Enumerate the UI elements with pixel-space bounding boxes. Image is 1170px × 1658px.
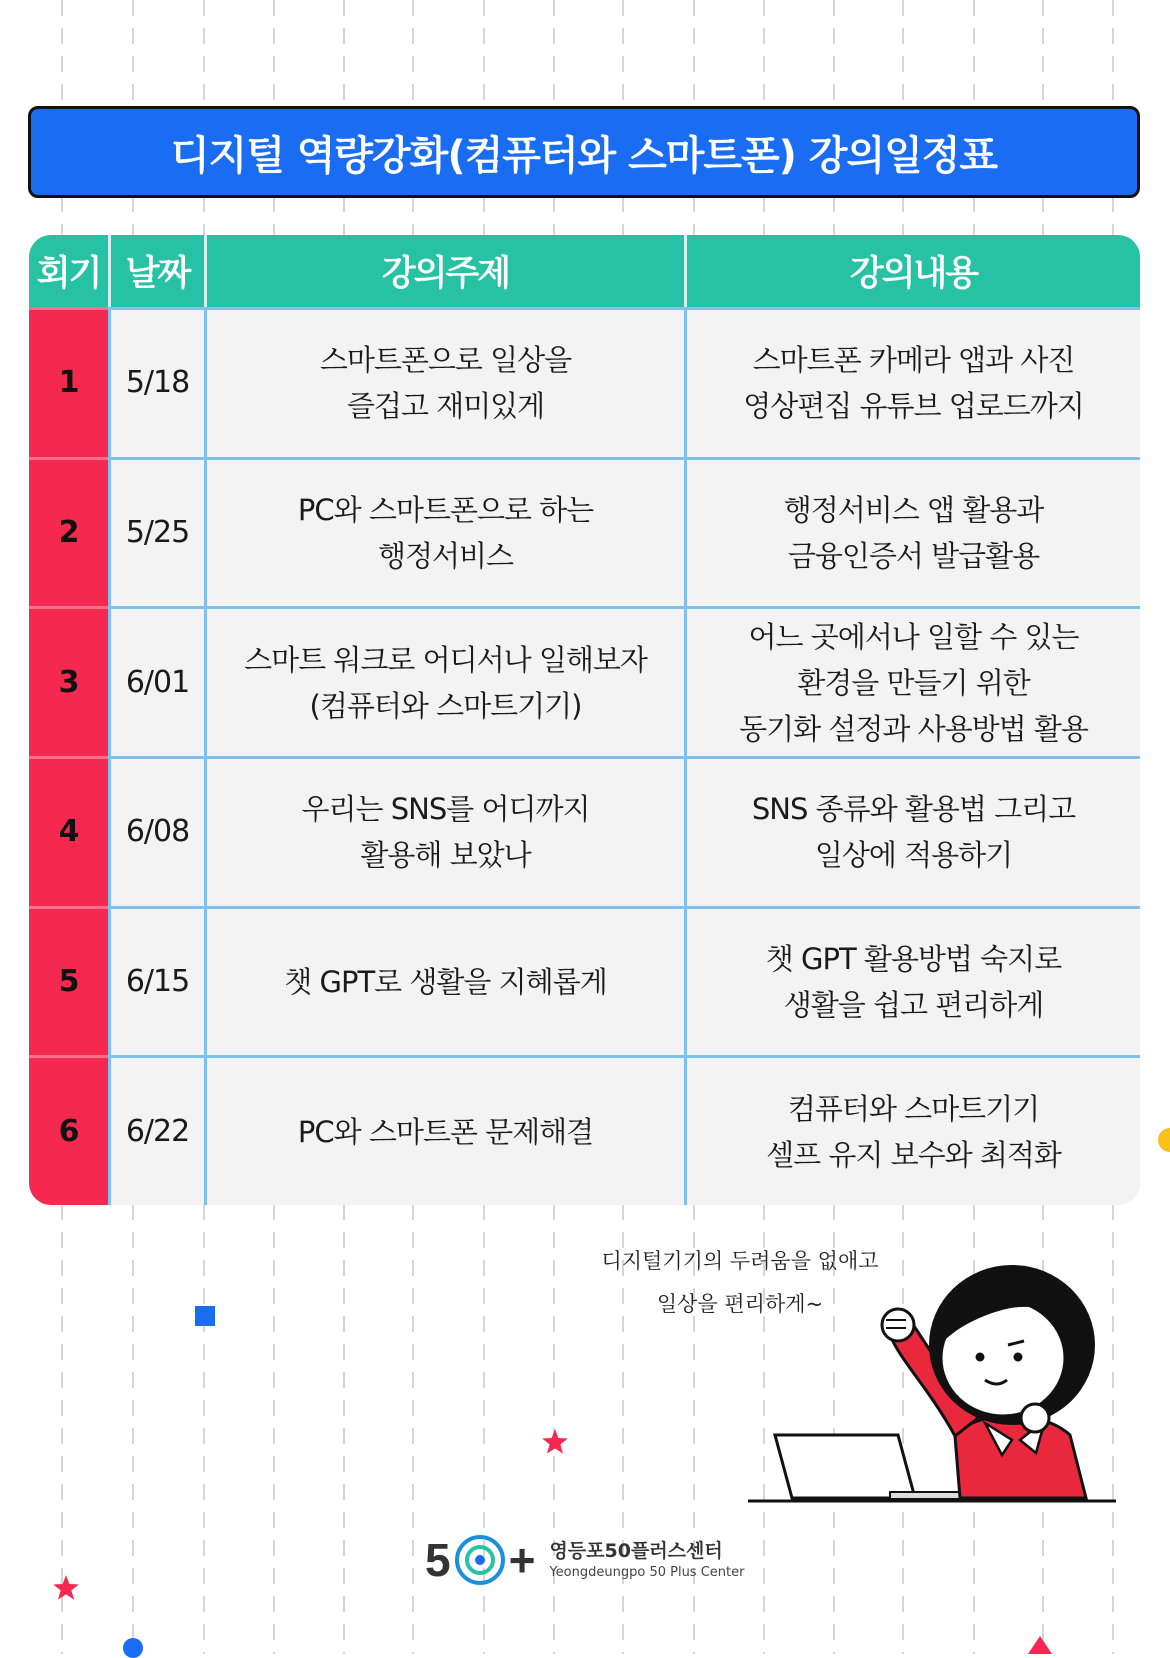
row-4-topic bbox=[204, 756, 684, 906]
row-2-topic bbox=[204, 457, 684, 607]
row-2-content bbox=[684, 457, 1140, 607]
row-1-topic bbox=[204, 307, 684, 457]
row-5-content bbox=[684, 906, 1140, 1056]
row-5-number: 5 bbox=[29, 906, 108, 1056]
logo-name-english: Yeongdeungpo 50 Plus Center bbox=[549, 1565, 745, 1580]
row-1-date: 5/18 bbox=[108, 307, 204, 457]
row-1-content-text: 스마트폰 카메라 앱과 사진 영상편집 유튜브 업로드까지 bbox=[743, 343, 1084, 424]
row-4-number: 4 bbox=[29, 756, 108, 906]
red-triangle-icon bbox=[1028, 1636, 1052, 1654]
row-5-date: 6/15 bbox=[108, 906, 204, 1056]
person-at-laptop-illustration bbox=[740, 1240, 1130, 1510]
logo-plus: + bbox=[508, 1534, 536, 1586]
red-star-icon bbox=[52, 1574, 80, 1602]
logo-text bbox=[549, 1538, 744, 1582]
logo-mark bbox=[425, 1533, 535, 1587]
organization-logo bbox=[425, 1530, 744, 1590]
row-5-topic bbox=[204, 906, 684, 1056]
row-6-date: 6/22 bbox=[108, 1055, 204, 1205]
logo-name-korean: 영등포50플러스센터 bbox=[549, 1540, 723, 1562]
row-5-topic-text: 챗 GPT로 생활을 지혜롭게 bbox=[284, 964, 607, 999]
row-3-date: 6/01 bbox=[108, 606, 204, 756]
row-5-content-text: 챗 GPT 활용방법 숙지로 생활을 쉽고 편리하게 bbox=[765, 941, 1062, 1022]
row-3-topic-text: 스마트 워크로 어디서나 일해보자 (컴퓨터와 스마트기기) bbox=[244, 642, 647, 723]
row-3-number: 3 bbox=[29, 606, 108, 756]
header-topic: 강의주제 bbox=[204, 235, 684, 307]
page-title: 디지털 역량강화(컴퓨터와 스마트폰) 강의일정표 bbox=[28, 106, 1140, 198]
row-4-topic-text: 우리는 SNS를 어디까지 활용해 보았나 bbox=[301, 792, 590, 873]
encouragement-text: 디지털기기의 두려움을 없애고 일상을 편리하게~ bbox=[601, 1249, 879, 1316]
yellow-dot-icon bbox=[1158, 1128, 1170, 1152]
red-star-icon bbox=[541, 1428, 569, 1456]
header-date: 날짜 bbox=[108, 235, 204, 307]
schedule-table bbox=[29, 235, 1140, 1205]
row-4-date: 6/08 bbox=[108, 756, 204, 906]
row-3-content-text: 어느 곳에서나 일할 수 있는 환경을 만들기 위한 동기화 설정과 사용방법 활용 bbox=[739, 619, 1088, 746]
row-2-topic-text: PC와 스마트폰으로 하는 행정서비스 bbox=[297, 492, 594, 573]
row-6-content-text: 컴퓨터와 스마트기기 셀프 유지 보수와 최적화 bbox=[766, 1091, 1061, 1172]
row-4-content bbox=[684, 756, 1140, 906]
row-1-topic-text: 스마트폰으로 일상을 즐겁고 재미있게 bbox=[319, 343, 572, 424]
row-3-topic bbox=[204, 606, 684, 756]
blue-dot-icon bbox=[123, 1638, 143, 1658]
row-2-date: 5/25 bbox=[108, 457, 204, 607]
row-6-number: 6 bbox=[29, 1055, 108, 1205]
row-2-number: 2 bbox=[29, 457, 108, 607]
row-1-number: 1 bbox=[29, 307, 108, 457]
row-4-content-text: SNS 종류와 활용법 그리고 일상에 적용하기 bbox=[751, 792, 1076, 873]
row-6-content bbox=[684, 1055, 1140, 1205]
row-6-topic-text: PC와 스마트폰 문제해결 bbox=[297, 1114, 594, 1149]
logo-target-icon bbox=[453, 1533, 507, 1587]
row-2-content-text: 행정서비스 앱 활용과 금융인증서 발급활용 bbox=[783, 492, 1044, 573]
header-session: 회기 bbox=[29, 235, 108, 307]
row-3-content bbox=[684, 606, 1140, 756]
header-content: 강의내용 bbox=[684, 235, 1140, 307]
logo-five: 5 bbox=[425, 1534, 451, 1586]
row-6-topic bbox=[204, 1055, 684, 1205]
blue-square-icon bbox=[195, 1306, 215, 1326]
row-1-content bbox=[684, 307, 1140, 457]
